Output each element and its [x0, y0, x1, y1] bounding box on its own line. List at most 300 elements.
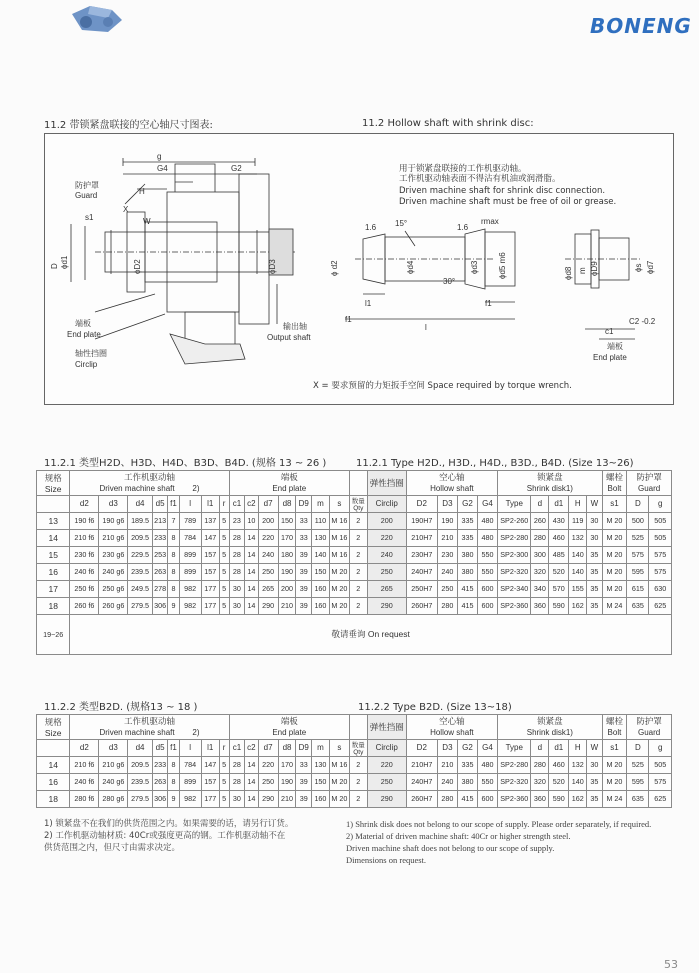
table-cell: 140: [569, 546, 587, 563]
circlip-label-en: Circlip: [75, 360, 98, 369]
col-head: d: [531, 739, 549, 756]
table-cell: 550: [477, 546, 497, 563]
table-cell: 210 g6: [99, 529, 128, 546]
col-head: D9: [296, 739, 312, 756]
table-cell: 575: [649, 563, 672, 580]
dim-l: l: [425, 323, 427, 332]
table-cell: 190: [278, 773, 296, 790]
table-cell: 200: [278, 580, 296, 597]
table-cell: 239.5: [128, 773, 153, 790]
table-cell: 209.5: [128, 756, 153, 773]
footnote-en-3: Driven machine shaft does not belong to our scope of supply.: [346, 843, 555, 853]
table-cell: 210: [278, 597, 296, 614]
table-cell: 280 g6: [99, 790, 128, 807]
table-cell: 250H7: [406, 580, 437, 597]
size-cell: 14: [37, 529, 70, 546]
driven-shaft-header-cn: 工作机驱动轴: [70, 471, 229, 484]
table-cell: 5: [219, 512, 229, 529]
on-request-cell: 敬请垂询 On request: [70, 614, 672, 654]
table-cell: 575: [627, 546, 649, 563]
table-cell: 290: [258, 597, 278, 614]
table-cell: 23: [229, 512, 245, 529]
table-cell: 485: [549, 546, 569, 563]
table-cell: 2: [349, 597, 367, 614]
table-cell: 263: [152, 773, 168, 790]
qty-header-blank: [349, 471, 367, 496]
table-cell: 5: [219, 563, 229, 580]
table-cell: SP2-280: [498, 529, 531, 546]
table-cell: 480: [477, 512, 497, 529]
table-cell: 784: [179, 529, 201, 546]
table-cell: 5: [219, 773, 229, 790]
table-cell: 2: [349, 563, 367, 580]
table-cell: 635: [627, 597, 649, 614]
table-cell: 250: [258, 563, 278, 580]
table-cell: 290: [258, 790, 278, 807]
size-header: 规格 Size: [37, 471, 70, 496]
col-head: f1: [168, 495, 179, 512]
table-cell: 340: [531, 580, 549, 597]
guard-header-cn: 防护罩: [627, 471, 672, 484]
technical-drawing: [44, 133, 674, 405]
table-cell: 177: [201, 580, 219, 597]
col-head: d4: [128, 495, 153, 512]
col-head: d1: [549, 739, 569, 756]
footnotes-cn: [44, 818, 293, 854]
table-cell: 635: [627, 790, 649, 807]
table-cell: 335: [457, 756, 477, 773]
table-cell: 119: [569, 512, 587, 529]
table-cell: 14: [245, 773, 258, 790]
table-cell: 2: [349, 790, 367, 807]
dim-l1: l1: [365, 299, 372, 308]
table-cell: 250 f6: [70, 580, 99, 597]
table-cell: M 20: [602, 773, 627, 790]
guard-label-cn: 防护罩: [75, 181, 99, 190]
table-cell: 14: [245, 563, 258, 580]
table-cell: 899: [179, 773, 201, 790]
table-cell: 213: [152, 512, 168, 529]
size-cell: 17: [37, 580, 70, 597]
table-row: [37, 773, 672, 790]
table-cell: 170: [278, 756, 296, 773]
table-cell: 28: [229, 546, 245, 563]
footnote-cn-2: 2) 工作机驱动轴材质: 40Cr或强度更高的钢。工作机驱动轴不在: [44, 831, 286, 841]
table-cell: 415: [457, 597, 477, 614]
table-cell: 33: [296, 756, 312, 773]
shrink-disk-header-en: Shrink disk1): [498, 483, 603, 495]
table-cell: 230: [437, 546, 457, 563]
col-head: d: [531, 495, 549, 512]
col-head: d2: [70, 495, 99, 512]
driven-shaft-header-en: Driven machine shaft 2): [70, 483, 229, 495]
dim-g2: G2: [231, 164, 242, 173]
table-cell: 210 f6: [70, 756, 99, 773]
table-cell: 200: [367, 512, 406, 529]
table-cell: 899: [179, 563, 201, 580]
table-cell: 190: [437, 512, 457, 529]
table-cell: SP2-360: [498, 790, 531, 807]
table-cell: 505: [649, 529, 672, 546]
table-cell: 240H7: [406, 563, 437, 580]
table-cell: SP2-320: [498, 773, 531, 790]
dim-x: X: [123, 205, 129, 214]
table-cell: M 16: [329, 512, 349, 529]
table-cell: 137: [201, 512, 219, 529]
table-cell: 233: [152, 529, 168, 546]
section-title-en: 11.2 Hollow shaft with shrink disc:: [362, 118, 534, 129]
bolt-header-cn: 螺栓: [602, 715, 627, 728]
table-cell: 160: [312, 790, 330, 807]
table-cell: 253: [152, 546, 168, 563]
table-cell: 30: [229, 580, 245, 597]
col-head: d8: [278, 495, 296, 512]
col-head: D2: [406, 739, 437, 756]
table-cell: 380: [457, 773, 477, 790]
circlip-label-cn: 轴性挡圈: [75, 349, 107, 358]
col-head: d5: [152, 495, 168, 512]
table-cell: 240: [258, 546, 278, 563]
table-cell: 155: [569, 580, 587, 597]
end-plate-header-cn: 端板: [229, 715, 349, 728]
table-cell: 595: [627, 563, 649, 580]
table-cell: 279.5: [128, 597, 153, 614]
col-head: g: [649, 739, 672, 756]
col-head: f1: [168, 739, 179, 756]
footnote-en-4: Dimensions on request.: [346, 855, 427, 865]
section-title-cn: 11.2 带锁紧盘联接的空心轴尺寸图表:: [44, 120, 213, 131]
table-cell: 570: [549, 580, 569, 597]
table2-title-cn: 11.2.2 类型B2D. (规格13 ~ 18 ): [44, 702, 198, 713]
dim-c2: C2 -0.2: [629, 317, 656, 326]
dim-d5: ϕd5 m6: [498, 252, 507, 279]
footnotes-en: [346, 818, 651, 866]
table-cell: 230 f6: [70, 546, 99, 563]
table-cell: M 24: [602, 597, 627, 614]
guard-header-cn: 防护罩: [627, 715, 672, 728]
footnote-cn-1: 1) 锁紧盘不在我们的供货范围之内。如果需要的话，请另行订货。: [44, 819, 294, 829]
col-head: l: [179, 739, 201, 756]
table-cell: 190 g6: [99, 512, 128, 529]
col-head: c2: [245, 739, 258, 756]
col-head: Type: [498, 739, 531, 756]
table-cell: 230H7: [406, 546, 437, 563]
table-cell: 240: [437, 563, 457, 580]
table-cell: 30: [587, 529, 603, 546]
dim-g4: G4: [157, 164, 168, 173]
table-cell: 360: [531, 597, 549, 614]
table-cell: 9: [168, 790, 179, 807]
table-cell: 240 g6: [99, 773, 128, 790]
dim-s: ϕs: [634, 263, 643, 272]
table-cell: 250 g6: [99, 580, 128, 597]
col-head: G2: [457, 495, 477, 512]
table-cell: 280: [437, 597, 457, 614]
table-cell: 590: [549, 597, 569, 614]
table-cell: 500: [627, 512, 649, 529]
table-cell: 35: [587, 790, 603, 807]
table-cell: 249.5: [128, 580, 153, 597]
table-cell: 260H7: [406, 597, 437, 614]
table-cell: 239.5: [128, 563, 153, 580]
dim-d8: ϕd8: [564, 266, 573, 280]
col-head: d5: [152, 739, 168, 756]
table-cell: 14: [245, 546, 258, 563]
table-cell: M 20: [329, 563, 349, 580]
table-cell: 230 g6: [99, 546, 128, 563]
table-cell: 157: [201, 563, 219, 580]
table-cell: 162: [569, 790, 587, 807]
col-head: d8: [278, 739, 296, 756]
endplate-label-en: End plate: [67, 330, 101, 339]
table-cell: 162: [569, 597, 587, 614]
col-head: m: [312, 739, 330, 756]
col-head: 数量 Qty: [349, 739, 367, 756]
dim-D: D: [50, 263, 59, 269]
table-cell: M 16: [329, 756, 349, 773]
table-cell: 520: [549, 773, 569, 790]
table-cell: 335: [457, 529, 477, 546]
figure-note-en-2: Driven machine shaft must be free of oil or grease.: [399, 197, 617, 207]
table-cell: 2: [349, 580, 367, 597]
size-range-cell: 19~26: [37, 614, 70, 654]
size-cell: 18: [37, 790, 70, 807]
table-cell: 480: [477, 529, 497, 546]
table-cell: 982: [179, 580, 201, 597]
gearbox-logo-image: [68, 0, 126, 36]
table-cell: 210 g6: [99, 756, 128, 773]
table-cell: 28: [229, 563, 245, 580]
col-head: s: [329, 495, 349, 512]
shrink-disk-header-cn: 锁紧盘: [498, 471, 603, 484]
table-cell: 210: [437, 756, 457, 773]
table-cell: 39: [296, 580, 312, 597]
size-col-head: [37, 739, 70, 756]
table-cell: 575: [649, 773, 672, 790]
table-cell: 200: [258, 512, 278, 529]
table-cell: 240 g6: [99, 563, 128, 580]
col-head: g: [649, 495, 672, 512]
col-head: m: [312, 495, 330, 512]
table-cell: 380: [457, 546, 477, 563]
table-cell: 140: [569, 563, 587, 580]
table-cell: 290: [367, 790, 406, 807]
table-cell: 130: [312, 529, 330, 546]
table-cell: 290: [367, 597, 406, 614]
table-cell: 8: [168, 563, 179, 580]
table-cell: 280 f6: [70, 790, 99, 807]
table-cell: 110: [312, 512, 330, 529]
table-row: [37, 546, 672, 563]
endplate2-label-cn: 端板: [607, 342, 623, 351]
table-cell: 132: [569, 529, 587, 546]
table-cell: 250: [437, 580, 457, 597]
dim-f1b: f1: [485, 299, 492, 308]
col-head: r: [219, 495, 229, 512]
guard-header-en: Guard: [627, 727, 672, 739]
table-cell: 2: [349, 756, 367, 773]
table-cell: 160: [312, 580, 330, 597]
table-cell: 2: [349, 529, 367, 546]
circlip-header-cn: 弹性挡圈: [367, 715, 406, 740]
table-cell: 278: [152, 580, 168, 597]
table-cell: 260: [531, 512, 549, 529]
torque-wrench-note: X = 要求预留的力矩扳手空间 Space required by torque wrench.: [313, 381, 572, 391]
guard-label-en: Guard: [75, 191, 98, 200]
table-cell: 150: [312, 773, 330, 790]
bolt-header-cn: 螺栓: [602, 471, 627, 484]
size-cell: 16: [37, 563, 70, 580]
table-cell: SP2-260: [498, 512, 531, 529]
col-head: G2: [457, 739, 477, 756]
dim-D2: ϕD2: [133, 259, 142, 274]
table-cell: 595: [627, 773, 649, 790]
table-cell: 35: [587, 597, 603, 614]
table-cell: 35: [587, 773, 603, 790]
circlip-header-cn: 弹性挡圈: [367, 471, 406, 496]
col-head: s1: [602, 739, 627, 756]
table-cell: 240 f6: [70, 563, 99, 580]
table-cell: 160: [312, 597, 330, 614]
table-cell: 14: [245, 580, 258, 597]
table-cell: 10: [245, 512, 258, 529]
table-cell: 306: [152, 790, 168, 807]
col-head: Type: [498, 495, 531, 512]
figure-note-cn: 用于锁紧盘联接的工作机驱动轴。 工作机驱动轴表面不得沾有机油或润滑脂。: [399, 164, 561, 184]
col-head: D: [627, 495, 649, 512]
col-head: H: [569, 739, 587, 756]
roughness-2: 1.6: [457, 223, 469, 232]
table-cell: 982: [179, 790, 201, 807]
table-cell: M 20: [602, 580, 627, 597]
table-cell: 210H7: [406, 756, 437, 773]
table-cell: 210H7: [406, 529, 437, 546]
table-cell: 39: [296, 597, 312, 614]
table-cell: 240 f6: [70, 773, 99, 790]
table-cell: 147: [201, 756, 219, 773]
table-cell: 306: [152, 597, 168, 614]
endplate-label-cn: 端板: [75, 319, 91, 328]
col-head: r: [219, 739, 229, 756]
table-cell: 625: [649, 597, 672, 614]
table-cell: 480: [477, 756, 497, 773]
col-head: G4: [477, 739, 497, 756]
size-col-head: [37, 495, 70, 512]
table-cell: 14: [245, 529, 258, 546]
table-cell: 320: [531, 773, 549, 790]
table-row: [37, 756, 672, 773]
col-head: D3: [437, 495, 457, 512]
guard-header-en: Guard: [627, 483, 672, 495]
col-head: W: [587, 495, 603, 512]
table-cell: 630: [649, 580, 672, 597]
table-cell: 220: [367, 529, 406, 546]
col-head: s1: [602, 495, 627, 512]
table-cell: 280: [531, 756, 549, 773]
table-cell: M 20: [602, 756, 627, 773]
size-cell: 14: [37, 756, 70, 773]
table-cell: 360: [531, 790, 549, 807]
size-header: 规格 Size: [37, 715, 70, 740]
table-cell: 250: [258, 773, 278, 790]
footnote-en-2: 2) Material of driven machine shaft: 40Cr or higher strength steel.: [346, 831, 571, 841]
table2-title-en: 11.2.2 Type B2D. (Size 13~18): [358, 702, 512, 713]
table-cell: 8: [168, 773, 179, 790]
table-cell: 150: [312, 563, 330, 580]
col-head: H: [569, 495, 587, 512]
dim-d4: ϕd4: [406, 260, 415, 274]
table-cell: 600: [477, 790, 497, 807]
col-head: D2: [406, 495, 437, 512]
table-cell: 30: [587, 512, 603, 529]
hollow-shaft-header-cn: 空心轴: [406, 471, 497, 484]
drawing-svg: [45, 134, 673, 404]
rmax-label: rmax: [481, 217, 499, 226]
dim-d2: ϕ d2: [330, 260, 339, 276]
table-cell: 320: [531, 563, 549, 580]
table-cell: SP2-280: [498, 756, 531, 773]
table-cell: 260 g6: [99, 597, 128, 614]
table-cell: 280: [531, 529, 549, 546]
col-head: D3: [437, 739, 457, 756]
table-cell: 525: [627, 756, 649, 773]
table-cell: 33: [296, 529, 312, 546]
col-head: 数量 Qty: [349, 495, 367, 512]
page-number: 53: [664, 958, 678, 971]
hollow-shaft-header-en: Hollow shaft: [406, 483, 497, 495]
col-head: d7: [258, 739, 278, 756]
table-cell: 590: [549, 790, 569, 807]
col-head: d2: [70, 739, 99, 756]
table-cell: 2: [349, 546, 367, 563]
col-head: d7: [258, 495, 278, 512]
hollow-shaft-header-cn: 空心轴: [406, 715, 497, 728]
output-label-en: Output shaft: [267, 333, 311, 342]
table-cell: 190: [278, 563, 296, 580]
table-cell: 5: [219, 580, 229, 597]
col-head: d3: [99, 739, 128, 756]
angle-15: 15°: [395, 219, 408, 228]
table-cell: 8: [168, 529, 179, 546]
table-cell: 525: [627, 529, 649, 546]
table-cell: M 20: [602, 529, 627, 546]
size-cell: 18: [37, 597, 70, 614]
shrink-disk-header-cn: 锁紧盘: [498, 715, 603, 728]
table-cell: 177: [201, 597, 219, 614]
table-cell: 5: [219, 546, 229, 563]
dim-c1: c1: [605, 327, 614, 336]
table-cell: 209.5: [128, 529, 153, 546]
col-head: D9: [296, 495, 312, 512]
table-cell: 2: [349, 773, 367, 790]
table-cell: 265: [258, 580, 278, 597]
table-row: [37, 512, 672, 529]
table-cell: 520: [549, 563, 569, 580]
table-cell: M 16: [329, 546, 349, 563]
table-row: [37, 580, 672, 597]
end-plate-header-en: End plate: [229, 727, 349, 739]
table-cell: 505: [649, 512, 672, 529]
col-head: l1: [201, 739, 219, 756]
table-cell: 157: [201, 546, 219, 563]
table-cell: 190H7: [406, 512, 437, 529]
table-cell: 8: [168, 546, 179, 563]
table-cell: 335: [457, 512, 477, 529]
table-cell: 30: [229, 597, 245, 614]
end-plate-header-cn: 端板: [229, 471, 349, 484]
table-cell: 28: [229, 773, 245, 790]
hollow-shaft-header-en: Hollow shaft: [406, 727, 497, 739]
